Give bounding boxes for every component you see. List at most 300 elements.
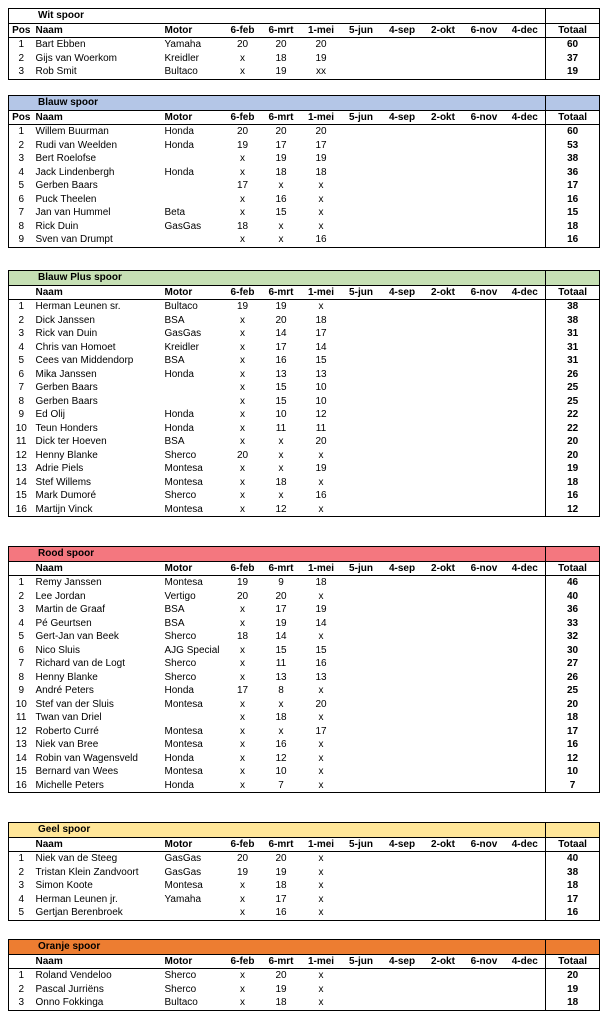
table-row	[9, 630, 600, 644]
row-pos: 11	[9, 711, 34, 725]
header-date: 2-okt	[423, 23, 464, 38]
header-date: 5-jun	[341, 837, 382, 852]
row-score	[423, 395, 464, 409]
table-row	[9, 166, 600, 180]
row-motor: Montesa	[164, 463, 203, 475]
row-pos: 5	[9, 630, 34, 644]
row-naam: Stef van der Sluis	[35, 698, 114, 710]
row-score	[423, 489, 464, 503]
row-score	[464, 752, 505, 766]
header-pos: Pos	[9, 23, 34, 38]
row-score	[423, 179, 464, 193]
row-score: 10	[275, 766, 287, 778]
row-score	[505, 752, 546, 766]
row-naam: Jack Lindenbergh	[35, 166, 115, 178]
row-score: x	[240, 739, 245, 751]
row-totaal: 27	[546, 657, 600, 671]
row-score	[382, 489, 423, 503]
row-score	[341, 327, 382, 341]
row-score	[423, 449, 464, 463]
row-score: 18	[275, 880, 287, 892]
row-totaal: 60	[546, 125, 600, 139]
header-date: 2-okt	[423, 837, 464, 852]
row-score: 19	[315, 52, 327, 64]
row-pos: 16	[9, 779, 34, 793]
row-score	[382, 765, 423, 779]
row-score: x	[240, 193, 245, 205]
row-score	[464, 725, 505, 739]
row-score: 10	[315, 382, 327, 394]
row-score	[505, 698, 546, 712]
row-naam: Gertjan Berenbroek	[34, 906, 163, 920]
row-naam: Roland Vendeloo	[35, 970, 112, 982]
row-score	[341, 630, 382, 644]
row-score: xx	[302, 65, 341, 79]
row-score	[423, 300, 464, 314]
row-score	[505, 576, 546, 590]
row-score	[382, 590, 423, 604]
row-naam: Bart Ebben	[35, 39, 86, 51]
row-score	[423, 657, 464, 671]
header-date: 6-mrt	[261, 561, 302, 576]
row-score	[382, 657, 423, 671]
row-score	[505, 193, 546, 207]
row-totaal: 18	[546, 220, 600, 234]
row-totaal: 7	[546, 779, 600, 793]
row-totaal: 32	[546, 630, 600, 644]
section-0	[8, 8, 599, 80]
row-motor: Sherco	[164, 658, 197, 670]
row-score	[382, 139, 423, 153]
row-score: 12	[261, 503, 302, 517]
row-score	[341, 489, 382, 503]
row-score	[505, 893, 546, 907]
table-row	[9, 220, 600, 234]
section-title-row	[9, 823, 600, 838]
section-title-total-cell	[546, 823, 600, 838]
row-score: 20	[236, 126, 249, 138]
row-pos: 1	[9, 125, 34, 139]
section-title: Oranje spoor	[9, 940, 546, 955]
row-pos: 9	[9, 233, 34, 247]
table-row	[9, 300, 600, 314]
row-score	[464, 422, 505, 436]
row-score	[464, 233, 505, 247]
header-row	[9, 954, 600, 969]
row-score: 20	[315, 126, 327, 138]
row-totaal: 17	[546, 179, 600, 193]
row-score	[382, 152, 423, 166]
row-score	[341, 644, 382, 658]
header-date: 6-feb	[225, 23, 261, 38]
row-pos: 1	[9, 969, 34, 983]
row-motor: Montesa	[164, 766, 203, 778]
table-row	[9, 644, 600, 658]
row-totaal: 25	[546, 395, 600, 409]
row-pos: 13	[9, 738, 34, 752]
row-score	[505, 630, 546, 644]
header-date: 4-sep	[382, 285, 423, 300]
row-score	[464, 617, 505, 631]
row-pos: 2	[9, 590, 34, 604]
row-score	[341, 206, 382, 220]
row-score	[505, 852, 546, 866]
row-score: 9	[278, 577, 284, 589]
row-score: 16	[315, 490, 327, 502]
row-score: 18	[275, 476, 287, 488]
row-score: 16	[275, 355, 287, 367]
row-score	[382, 852, 423, 866]
row-totaal: 18	[546, 476, 600, 490]
row-score	[423, 576, 464, 590]
header-date: 6-nov	[464, 110, 505, 125]
row-score: x	[278, 490, 284, 502]
row-score	[464, 738, 505, 752]
table-row	[9, 125, 600, 139]
row-score	[505, 969, 546, 983]
row-score	[464, 489, 505, 503]
row-score: x	[225, 503, 261, 517]
header-date: 1-mei	[302, 561, 341, 576]
row-score	[341, 711, 382, 725]
row-score: x	[240, 436, 245, 448]
row-score	[464, 866, 505, 880]
row-score	[505, 462, 546, 476]
row-score	[382, 644, 423, 658]
row-naam: Gert-Jan van Beek	[35, 631, 119, 643]
row-score: x	[225, 906, 261, 920]
row-score: x	[240, 476, 245, 488]
table-row	[9, 354, 600, 368]
row-totaal: 20	[546, 449, 600, 463]
row-motor: Kreidler	[164, 341, 199, 353]
row-score: 18	[236, 631, 249, 643]
row-score	[423, 220, 464, 234]
section-1	[8, 95, 599, 248]
row-score	[423, 893, 464, 907]
row-score	[423, 996, 464, 1010]
row-motor: Montesa	[164, 698, 203, 710]
header-totaal: Totaal	[546, 23, 600, 38]
header-date: 4-sep	[382, 23, 423, 38]
row-score	[505, 166, 546, 180]
row-score	[464, 139, 505, 153]
row-score: 17	[275, 341, 287, 353]
row-score	[382, 893, 423, 907]
header-pos	[9, 954, 34, 969]
row-score: 20	[275, 126, 287, 138]
row-score	[505, 879, 546, 893]
header-date: 6-nov	[464, 837, 505, 852]
row-pos: 10	[9, 422, 34, 436]
row-score: x	[240, 712, 245, 724]
row-score: 11	[315, 422, 327, 434]
row-score: x	[318, 301, 324, 313]
row-motor	[163, 152, 225, 166]
row-naam: Mika Janssen	[35, 368, 97, 380]
row-score: x	[318, 207, 324, 219]
row-naam: Herman Leunen sr.	[35, 301, 121, 313]
row-score: x	[240, 983, 245, 995]
row-score	[464, 996, 505, 1010]
header-date: 6-feb	[225, 954, 261, 969]
row-score: 10	[275, 409, 287, 421]
row-naam: Simon Koote	[35, 880, 93, 892]
row-score: 10	[315, 395, 327, 407]
header-date: 6-nov	[464, 285, 505, 300]
row-motor	[163, 381, 225, 395]
row-score: x	[240, 341, 245, 353]
row-score	[423, 206, 464, 220]
row-pos: 8	[9, 220, 34, 234]
row-motor: Montesa	[164, 739, 203, 751]
section-title-total-cell	[546, 271, 600, 286]
row-naam: Gijs van Woerkom	[35, 52, 118, 64]
row-pos: 6	[9, 193, 34, 207]
row-score	[464, 576, 505, 590]
row-pos: 7	[9, 657, 34, 671]
row-score: 7	[261, 779, 302, 793]
row-pos: 1	[9, 852, 34, 866]
row-totaal: 26	[546, 368, 600, 382]
row-totaal: 38	[546, 152, 600, 166]
row-motor: Bultaco	[164, 301, 198, 313]
row-score	[341, 698, 382, 712]
row-score	[464, 38, 505, 52]
row-score	[341, 449, 382, 463]
row-motor: BSA	[164, 617, 185, 629]
header-date: 6-mrt	[261, 837, 302, 852]
row-score: x	[318, 449, 324, 461]
row-score	[505, 422, 546, 436]
row-score	[341, 381, 382, 395]
row-score	[505, 906, 546, 920]
row-score	[464, 381, 505, 395]
row-score: 12	[275, 752, 287, 764]
section-title: Rood spoor	[9, 547, 546, 562]
row-score	[423, 765, 464, 779]
row-score	[505, 765, 546, 779]
row-totaal: 18	[546, 711, 600, 725]
row-motor: Bultaco	[163, 65, 225, 79]
row-naam: Martin de Graaf	[35, 604, 105, 616]
section-title-row	[9, 547, 600, 562]
row-score	[464, 603, 505, 617]
row-score: 15	[315, 355, 327, 367]
row-pos: 3	[9, 996, 34, 1010]
row-score	[341, 617, 382, 631]
row-score	[382, 179, 423, 193]
row-pos: 1	[9, 300, 34, 314]
row-totaal: 37	[546, 52, 600, 66]
row-score	[505, 671, 546, 685]
row-score: x	[302, 996, 341, 1010]
table-row	[9, 395, 600, 409]
row-motor: Montesa	[164, 880, 203, 892]
row-score: x	[278, 180, 284, 192]
row-motor: Yamaha	[164, 39, 202, 51]
header-date: 1-mei	[302, 954, 341, 969]
row-totaal: 38	[546, 300, 600, 314]
row-score: x	[318, 853, 324, 865]
row-score: 19	[236, 301, 249, 313]
row-score: x	[302, 906, 341, 920]
row-score	[505, 711, 546, 725]
table-row	[9, 65, 600, 79]
row-score	[464, 893, 505, 907]
table-row	[9, 996, 600, 1010]
row-totaal: 20	[546, 969, 600, 983]
row-score: 15	[275, 644, 287, 656]
table-row	[9, 738, 600, 752]
row-pos: 5	[9, 179, 34, 193]
table-row	[9, 422, 600, 436]
row-motor: Vertigo	[164, 590, 196, 602]
table-row	[9, 725, 600, 739]
row-score: x	[318, 631, 324, 643]
row-motor: Honda	[164, 422, 194, 434]
row-score: 19	[236, 866, 249, 878]
row-score	[423, 327, 464, 341]
header-date: 2-okt	[423, 285, 464, 300]
row-pos: 2	[9, 314, 34, 328]
header-date: 2-okt	[423, 954, 464, 969]
row-score	[505, 354, 546, 368]
row-score	[341, 657, 382, 671]
header-date: 1-mei	[302, 837, 341, 852]
row-pos: 7	[9, 206, 34, 220]
row-score	[505, 644, 546, 658]
header-pos: Pos	[9, 110, 34, 125]
header-motor: Motor	[163, 954, 225, 969]
row-naam: Rudi van Weelden	[35, 139, 118, 151]
row-naam: Herman Leunen jr.	[35, 893, 118, 905]
row-score	[505, 152, 546, 166]
row-score: 17	[315, 725, 327, 737]
header-naam: Naam	[34, 23, 163, 38]
row-score	[341, 684, 382, 698]
row-score	[341, 996, 382, 1010]
row-score	[464, 206, 505, 220]
row-totaal: 16	[546, 193, 600, 207]
row-motor: GasGas	[164, 328, 202, 340]
row-score	[423, 503, 464, 517]
row-naam: Lee Jordan	[35, 590, 86, 602]
row-score: x	[240, 409, 245, 421]
row-totaal: 19	[546, 983, 600, 997]
section-title-row	[9, 9, 600, 24]
row-totaal: 40	[546, 852, 600, 866]
row-score	[382, 866, 423, 880]
row-score: 20	[315, 39, 327, 51]
row-totaal: 25	[546, 684, 600, 698]
row-score	[423, 969, 464, 983]
table-row	[9, 462, 600, 476]
row-totaal: 38	[546, 866, 600, 880]
row-score: 17	[315, 328, 327, 340]
row-motor: Sherco	[164, 970, 197, 982]
row-score: 19	[236, 139, 249, 151]
row-score	[341, 395, 382, 409]
header-date: 4-dec	[505, 837, 546, 852]
row-score: 18	[275, 52, 287, 64]
row-score	[341, 671, 382, 685]
row-motor: Sherco	[164, 671, 197, 683]
row-score	[341, 65, 382, 79]
row-score	[341, 166, 382, 180]
row-pos: 11	[9, 435, 34, 449]
row-motor: BSA	[164, 314, 185, 326]
row-score	[423, 422, 464, 436]
row-totaal: 31	[546, 354, 600, 368]
row-score: 12	[315, 409, 327, 421]
row-pos: 2	[9, 52, 34, 66]
section-title: Wit spoor	[9, 9, 546, 24]
row-totaal: 22	[546, 422, 600, 436]
row-score	[505, 449, 546, 463]
row-score: x	[240, 207, 245, 219]
row-score	[464, 698, 505, 712]
table-row	[9, 489, 600, 503]
row-score	[341, 408, 382, 422]
row-score: x	[225, 233, 261, 247]
row-score	[464, 435, 505, 449]
row-motor: Kreidler	[164, 52, 199, 64]
header-date: 6-nov	[464, 561, 505, 576]
section-title-total-cell	[546, 9, 600, 24]
row-score	[505, 503, 546, 517]
row-score: x	[240, 314, 245, 326]
row-score	[423, 435, 464, 449]
row-score: x	[318, 476, 324, 488]
row-score: 20	[275, 590, 287, 602]
row-score: 15	[275, 395, 287, 407]
table-row	[9, 139, 600, 153]
row-score	[505, 657, 546, 671]
section-2	[8, 270, 599, 517]
row-naam: Rick van Duin	[35, 328, 98, 340]
row-score: x	[240, 422, 245, 434]
row-score: 19	[315, 604, 327, 616]
row-score: 19	[275, 617, 287, 629]
row-pos: 5	[9, 906, 34, 920]
header-motor: Motor	[163, 23, 225, 38]
row-score	[505, 125, 546, 139]
row-score	[382, 752, 423, 766]
row-score	[464, 462, 505, 476]
row-motor: Montesa	[164, 476, 203, 488]
row-score	[423, 617, 464, 631]
row-score	[341, 193, 382, 207]
row-score: x	[302, 503, 341, 517]
row-score: 14	[275, 328, 287, 340]
row-score	[505, 590, 546, 604]
row-score: 15	[275, 207, 287, 219]
row-motor: Sherco	[164, 983, 197, 995]
header-row	[9, 561, 600, 576]
table-row	[9, 657, 600, 671]
row-score: x	[240, 166, 245, 178]
row-totaal: 25	[546, 381, 600, 395]
row-score	[464, 220, 505, 234]
row-motor	[163, 179, 225, 193]
header-date: 4-dec	[505, 110, 546, 125]
header-pos	[9, 561, 34, 576]
row-naam: Tristan Klein Zandvoort	[35, 866, 139, 878]
row-motor: GasGas	[164, 220, 202, 232]
section-title-total-cell	[546, 940, 600, 955]
header-date: 2-okt	[423, 561, 464, 576]
